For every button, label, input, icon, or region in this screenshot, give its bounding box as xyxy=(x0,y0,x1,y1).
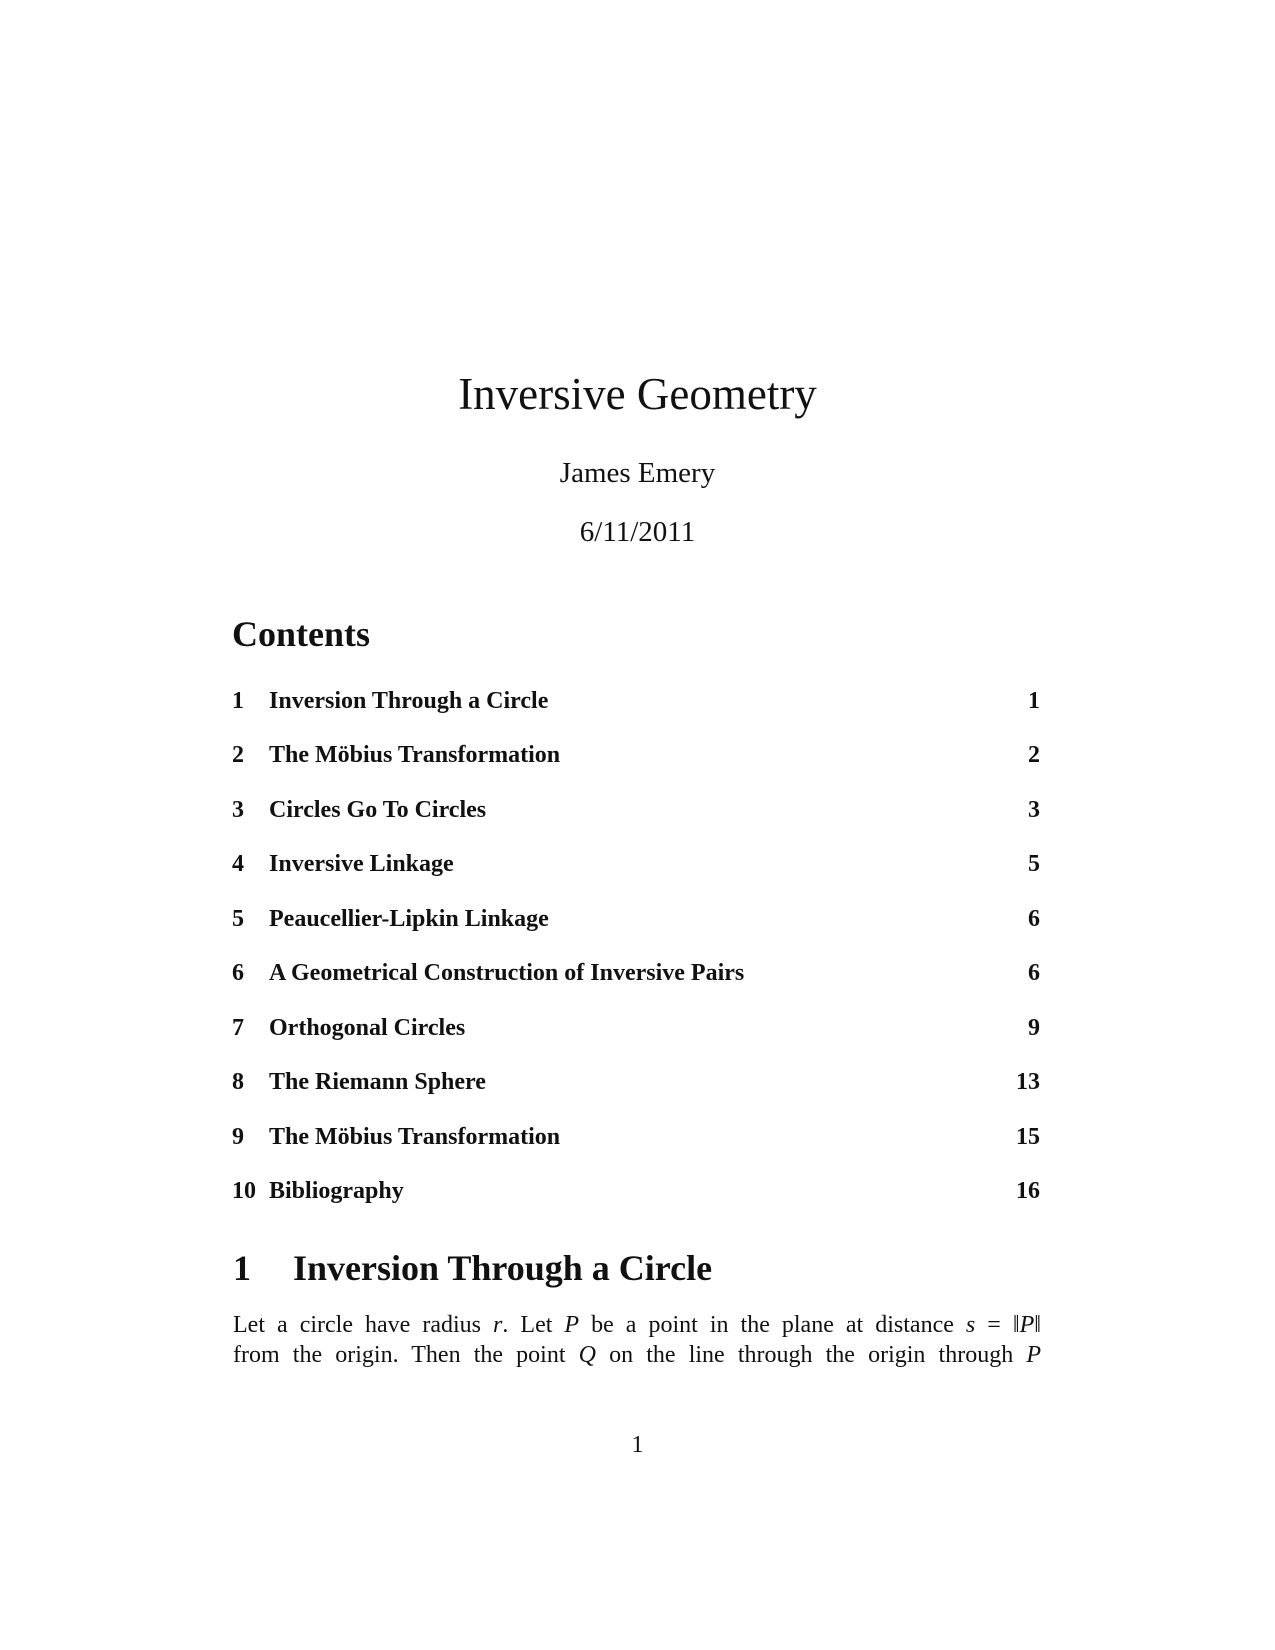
page-number: 1 xyxy=(631,1432,644,1458)
toc-entry-page[interactable]: 5 xyxy=(1028,851,1040,877)
toc-entry-number: 8 xyxy=(232,1069,244,1095)
math-variable: P xyxy=(1026,1341,1041,1368)
section-heading xyxy=(233,1246,712,1290)
toc-entry-number: 4 xyxy=(232,851,244,877)
toc-entry[interactable] xyxy=(232,957,1040,989)
toc-entry-title[interactable]: The Möbius Transformation xyxy=(269,1124,561,1150)
toc-entry-title[interactable]: The Möbius Transformation xyxy=(269,742,561,768)
text-run: . Let xyxy=(502,1312,565,1338)
toc-entry-title[interactable]: The Riemann Sphere xyxy=(269,1069,486,1095)
toc-entry-number: 6 xyxy=(232,960,244,986)
toc-entry-number: 7 xyxy=(232,1015,244,1041)
math-variable: P xyxy=(1019,1312,1035,1338)
toc-entry[interactable] xyxy=(232,848,1040,880)
text-run: ‖ xyxy=(1034,1312,1042,1338)
toc-entry[interactable] xyxy=(232,1121,1040,1153)
toc-entry[interactable] xyxy=(232,1066,1040,1098)
toc-entry-title[interactable]: Circles Go To Circles xyxy=(269,797,487,823)
math-variable: Q xyxy=(578,1341,596,1368)
math-variable: P xyxy=(564,1312,580,1338)
toc-entry[interactable] xyxy=(232,903,1040,935)
toc-entry-title[interactable]: Inversion Through a Circle xyxy=(269,688,549,714)
toc-entry-title[interactable]: Inversive Linkage xyxy=(269,851,454,877)
text-run: Let a circle have radius xyxy=(233,1312,494,1338)
text-run: from the origin. Then the point xyxy=(233,1341,579,1368)
text-run: on the line through the origin through xyxy=(595,1341,1027,1368)
toc-entry-page[interactable]: 6 xyxy=(1028,960,1040,986)
toc-entry-number: 3 xyxy=(232,797,244,823)
section-number: 1 xyxy=(233,1248,251,1288)
document-date: 6/11/2011 xyxy=(579,516,696,548)
body-line xyxy=(233,1311,1041,1341)
toc-entry-number: 9 xyxy=(232,1124,244,1150)
toc-entry-page[interactable]: 9 xyxy=(1028,1015,1040,1041)
math-variable: r xyxy=(493,1312,503,1338)
section-body-paragraph xyxy=(233,1311,1041,1370)
text-run: = ‖ xyxy=(975,1312,1020,1338)
toc-entry-title[interactable]: A Geometrical Construction of Inversive Pairs xyxy=(269,960,745,986)
toc-entry-number: 5 xyxy=(232,906,244,932)
toc-entry[interactable] xyxy=(232,1175,1040,1207)
toc-entry[interactable] xyxy=(232,739,1040,771)
body-line xyxy=(233,1341,1041,1371)
toc-entry-title[interactable]: Bibliography xyxy=(269,1178,404,1204)
section-title: Inversion Through a Circle xyxy=(293,1248,713,1288)
toc-entry-page[interactable]: 3 xyxy=(1028,797,1040,823)
text-run: be a point in the plane at distance xyxy=(579,1312,966,1338)
document-title: Inversive Geometry xyxy=(458,369,817,419)
toc-entry-page[interactable]: 15 xyxy=(1016,1124,1040,1150)
toc-entry-page[interactable]: 1 xyxy=(1028,688,1040,714)
toc-entry-number: 10 xyxy=(232,1178,256,1204)
toc-heading: Contents xyxy=(232,614,371,654)
math-variable: s xyxy=(965,1312,976,1338)
toc-entry-number: 1 xyxy=(232,688,244,714)
toc-entry-title[interactable]: Peaucellier-Lipkin Linkage xyxy=(269,906,549,932)
toc-entry[interactable] xyxy=(232,1012,1040,1044)
toc-entry-title[interactable]: Orthogonal Circles xyxy=(269,1015,466,1041)
toc-entry[interactable] xyxy=(232,794,1040,826)
toc-entry-page[interactable]: 2 xyxy=(1028,742,1040,768)
toc-entry-page[interactable]: 6 xyxy=(1028,906,1040,932)
toc-entry-number: 2 xyxy=(232,742,244,768)
toc-entry-page[interactable]: 13 xyxy=(1016,1069,1040,1095)
toc-entry[interactable] xyxy=(232,685,1040,717)
document-author: James Emery xyxy=(559,457,716,489)
toc-entry-page[interactable]: 16 xyxy=(1016,1178,1040,1204)
